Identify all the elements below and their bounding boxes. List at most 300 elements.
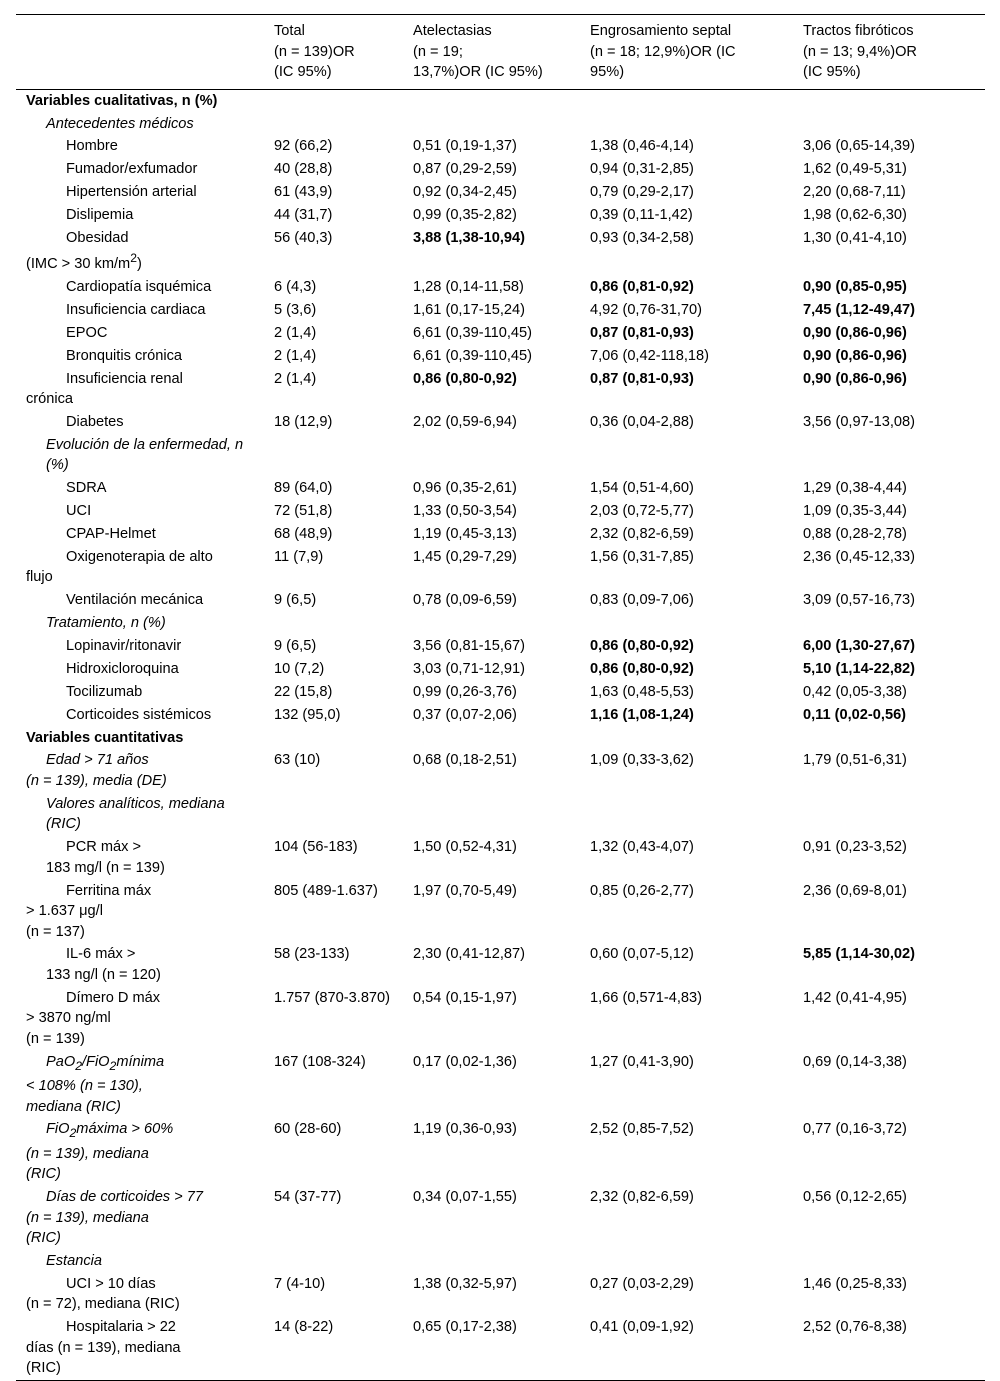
cell-total <box>266 612 405 635</box>
cell-engrosamiento: 0,39 (0,11-1,42) <box>590 207 693 224</box>
row-label-line3: (n = 139) <box>26 1030 85 1047</box>
row-label <box>16 411 266 434</box>
row-label-text: Hipertensión arterial <box>66 184 197 201</box>
cell-tractos: 1,42 (0,41-4,95) <box>803 989 907 1006</box>
cell-total: 9 (6,5) <box>274 592 317 609</box>
header-tractos-line1: Tractos fibróticos <box>803 23 914 39</box>
header-atelectasias-line3: 13,7%)OR (IC 95%) <box>413 64 543 80</box>
row-label-text: Antecedentes médicos <box>46 115 194 132</box>
row-label-text: Dislipemia <box>66 207 134 224</box>
cell-atelectasias: 0,65 (0,17-2,38) <box>413 1319 517 1336</box>
row-label-text: Dímero D máx <box>66 989 161 1006</box>
cell-total <box>266 793 405 836</box>
cell-total: 60 (28-60) <box>274 1121 342 1138</box>
cell-atelectasias: 0,96 (0,35-2,61) <box>413 480 517 497</box>
cell-engrosamiento: 0,27 (0,03-2,29) <box>590 1275 694 1292</box>
row-label-text: PCR máx > <box>66 839 142 856</box>
cell-total <box>266 1250 405 1273</box>
table-row <box>16 411 985 434</box>
table-row <box>16 987 985 1051</box>
cell-atelectasias: 1,19 (0,45-3,13) <box>413 526 517 543</box>
cell-total: 92 (66,2) <box>274 138 333 155</box>
row-label-text: Obesidad <box>66 229 129 246</box>
row-label-text: Diabetes <box>66 414 124 431</box>
row-label-line3: (n = 137) <box>26 923 85 940</box>
cell-atelectasias: 0,87 (0,29-2,59) <box>413 161 517 178</box>
header-engrosamiento-line2: (n = 18; 12,9%)OR (IC <box>590 43 736 60</box>
cell-atelectasias: 3,03 (0,71-12,91) <box>413 660 525 677</box>
cell-atelectasias: 0,78 (0,09-6,59) <box>413 592 517 609</box>
cell-atelectasias: 3,88 (1,38-10,94) <box>413 229 525 246</box>
row-label-text: Cardiopatía isquémica <box>66 279 212 296</box>
cell-atelectasias: 1,61 (0,17-15,24) <box>413 302 525 319</box>
row-label-part: mínima <box>116 1053 165 1070</box>
row-label <box>16 612 266 635</box>
row-label-text: Oxigenoterapia de alto <box>66 548 213 565</box>
cell-total: 68 (48,9) <box>274 526 333 543</box>
row-label-line2-end: ) <box>136 256 142 273</box>
cell-tractos: 0,90 (0,85-0,95) <box>803 279 907 296</box>
cell-tractos: 0,42 (0,05-3,38) <box>803 683 907 700</box>
cell-engrosamiento: 1,09 (0,33-3,62) <box>590 752 694 769</box>
row-label-text: Días de corticoides > 77 <box>46 1189 203 1206</box>
row-label <box>16 1273 266 1316</box>
cell-tractos: 2,36 (0,45-12,33) <box>803 548 915 565</box>
cell-tractos: 0,90 (0,86-0,96) <box>803 324 907 341</box>
cell-atelectasias: 0,92 (0,34-2,45) <box>413 184 517 201</box>
row-label-text: Insuficiencia renal <box>66 370 183 387</box>
cell-engrosamiento: 0,85 (0,26-2,77) <box>590 882 694 899</box>
cell-atelectasias <box>405 1250 582 1273</box>
row-label-text: Hospitalaria > 22 <box>66 1319 176 1336</box>
header-tractos-line3: (IC 95%) <box>803 64 861 80</box>
cell-engrosamiento: 0,86 (0,80-0,92) <box>590 660 694 677</box>
row-label <box>16 276 266 299</box>
results-table <box>16 14 985 1381</box>
cell-tractos: 1,62 (0,49-5,31) <box>803 161 907 178</box>
cell-atelectasias <box>405 793 582 836</box>
header-blank <box>16 15 266 90</box>
row-label-text: Fumador/exfumador <box>66 161 198 178</box>
cell-total: 89 (64,0) <box>274 480 333 497</box>
header-atelectasias-line2: (n = 19; <box>413 43 463 60</box>
cell-tractos: 0,91 (0,23-3,52) <box>803 839 907 856</box>
cell-tractos <box>795 612 985 635</box>
cell-total: 54 (37-77) <box>274 1189 342 1206</box>
cell-tractos: 0,90 (0,86-0,96) <box>803 347 907 364</box>
cell-engrosamiento <box>582 112 795 135</box>
row-label <box>16 500 266 523</box>
cell-total: 63 (10) <box>274 752 321 769</box>
cell-engrosamiento: 7,06 (0,42-118,18) <box>590 347 709 364</box>
cell-atelectasias: 0,51 (0,19-1,37) <box>413 138 517 155</box>
cell-atelectasias: 0,54 (0,15-1,97) <box>413 989 517 1006</box>
cell-tractos: 0,77 (0,16-3,72) <box>803 1121 907 1138</box>
row-label-text: Variables cualitativas, n (%) <box>26 92 218 109</box>
table-row <box>16 681 985 704</box>
cell-atelectasias: 0,86 (0,80-0,92) <box>413 370 517 387</box>
header-engrosamiento-line1: Engrosamiento septal <box>590 23 732 39</box>
row-label <box>16 943 266 986</box>
table-row <box>16 1186 985 1250</box>
cell-tractos: 3,09 (0,57-16,73) <box>803 592 915 609</box>
cell-total: 11 (7,9) <box>274 548 324 565</box>
table-row <box>16 89 985 112</box>
row-label <box>16 726 266 749</box>
row-label-text: Hombre <box>66 138 118 155</box>
cell-engrosamiento: 2,32 (0,82-6,59) <box>590 526 694 543</box>
cell-total <box>266 434 405 477</box>
subscript: 2 <box>109 1058 117 1073</box>
cell-engrosamiento: 0,86 (0,81-0,92) <box>590 279 694 296</box>
cell-tractos: 1,09 (0,35-3,44) <box>803 503 907 520</box>
cell-tractos: 3,56 (0,97-13,08) <box>803 414 915 431</box>
cell-atelectasias: 0,99 (0,26-3,76) <box>413 683 517 700</box>
cell-atelectasias: 1,33 (0,50-3,54) <box>413 503 517 520</box>
cell-atelectasias: 6,61 (0,39-110,45) <box>413 347 532 364</box>
row-label <box>16 1250 266 1273</box>
cell-total: 56 (40,3) <box>274 229 333 246</box>
cell-tractos: 1,46 (0,25-8,33) <box>803 1275 907 1292</box>
cell-tractos: 2,20 (0,68-7,11) <box>803 184 906 201</box>
cell-tractos: 1,29 (0,38-4,44) <box>803 480 907 497</box>
cell-atelectasias: 6,61 (0,39-110,45) <box>413 324 532 341</box>
cell-total: 2 (1,4) <box>274 324 317 341</box>
row-label <box>16 749 266 792</box>
cell-atelectasias: 0,99 (0,35-2,82) <box>413 207 517 224</box>
table-row <box>16 1316 985 1380</box>
row-label-line2: 133 ng/l (n = 120) <box>46 966 161 983</box>
cell-engrosamiento: 1,66 (0,571-4,83) <box>590 989 702 1006</box>
header-tractos <box>795 15 985 90</box>
row-label-text: Estancia <box>46 1253 102 1270</box>
row-label-text: Bronquitis crónica <box>66 347 182 364</box>
row-label-text: Tocilizumab <box>66 683 143 700</box>
cell-total: 44 (31,7) <box>274 207 333 224</box>
table-row <box>16 879 985 943</box>
cell-total: 72 (51,8) <box>274 503 333 520</box>
cell-tractos: 7,45 (1,12-49,47) <box>803 302 915 319</box>
cell-tractos: 0,69 (0,14-3,38) <box>803 1053 907 1070</box>
row-label <box>16 703 266 726</box>
row-label <box>16 793 266 836</box>
cell-tractos <box>795 112 985 135</box>
header-total-line2: (n = 139)OR <box>274 43 355 60</box>
table-row <box>16 434 985 477</box>
cell-atelectasias: 1,45 (0,29-7,29) <box>413 548 517 565</box>
row-label-line2: 183 mg/l (n = 139) <box>46 859 165 876</box>
cell-total: 7 (4-10) <box>274 1275 326 1292</box>
table-row <box>16 299 985 322</box>
header-atelectasias <box>405 15 582 90</box>
cell-total: 18 (12,9) <box>274 414 333 431</box>
row-label-line2: < 108% (n = 130), <box>26 1078 143 1095</box>
row-label-text <box>46 1121 174 1141</box>
row-label-line2: flujo <box>26 569 53 586</box>
cell-atelectasias: 2,30 (0,41-12,87) <box>413 946 525 963</box>
row-label-part: máxima > 60% <box>76 1121 174 1138</box>
cell-tractos <box>795 726 985 749</box>
row-label <box>16 1186 266 1250</box>
cell-engrosamiento <box>582 89 795 112</box>
row-label <box>16 523 266 546</box>
cell-total: 5 (3,6) <box>274 302 317 319</box>
row-label-line3: (RIC) <box>26 1166 61 1183</box>
cell-total: 104 (56-183) <box>274 839 358 856</box>
row-label <box>16 345 266 368</box>
cell-atelectasias <box>405 89 582 112</box>
row-label <box>16 1050 266 1118</box>
cell-tractos: 0,90 (0,86-0,96) <box>803 370 907 387</box>
row-label <box>16 299 266 322</box>
row-label <box>16 836 266 879</box>
row-label <box>16 181 266 204</box>
row-label-text: Insuficiencia cardiaca <box>66 302 206 319</box>
row-label <box>16 635 266 658</box>
row-label <box>16 158 266 181</box>
table-row <box>16 158 985 181</box>
row-label-line2: > 3870 ng/ml <box>26 1010 111 1027</box>
cell-tractos: 0,88 (0,28-2,78) <box>803 526 907 543</box>
row-label <box>16 477 266 500</box>
header-engrosamiento-line3: 95%) <box>590 64 625 80</box>
cell-engrosamiento: 0,87 (0,81-0,93) <box>590 370 694 387</box>
table-row <box>16 1250 985 1273</box>
row-label-line2: crónica <box>26 391 74 408</box>
cell-atelectasias: 0,17 (0,02-1,36) <box>413 1053 517 1070</box>
row-label-line2-text: (IMC > 30 km/m <box>26 256 131 273</box>
cell-total: 167 (108-324) <box>274 1053 366 1070</box>
row-label-line2 <box>26 248 258 274</box>
table-row <box>16 181 985 204</box>
cell-engrosamiento <box>582 1250 795 1273</box>
cell-engrosamiento: 1,27 (0,41-3,90) <box>590 1053 694 1070</box>
cell-engrosamiento <box>582 726 795 749</box>
cell-atelectasias: 3,56 (0,81-15,67) <box>413 638 525 655</box>
cell-engrosamiento: 0,60 (0,07-5,12) <box>590 946 694 963</box>
cell-tractos: 5,10 (1,14-22,82) <box>803 660 915 677</box>
row-label-text: Hidroxicloroquina <box>66 660 179 677</box>
cell-atelectasias <box>405 434 582 477</box>
cell-total <box>266 112 405 135</box>
row-label-text: Valores analíticos, mediana (RIC) <box>46 795 225 833</box>
superscript: 2 <box>130 251 137 266</box>
row-label-line3: (RIC) <box>26 1360 61 1377</box>
row-label <box>16 204 266 227</box>
table-row <box>16 793 985 836</box>
cell-engrosamiento: 2,03 (0,72-5,77) <box>590 503 694 520</box>
cell-total: 22 (15,8) <box>274 683 333 700</box>
cell-atelectasias <box>405 612 582 635</box>
row-label-text: CPAP-Helmet <box>66 526 156 543</box>
row-label-part: /FiO <box>81 1053 110 1070</box>
table-row <box>16 500 985 523</box>
cell-total: 2 (1,4) <box>274 347 317 364</box>
cell-engrosamiento: 0,93 (0,34-2,58) <box>590 229 694 246</box>
row-label <box>16 987 266 1051</box>
table-row <box>16 658 985 681</box>
cell-engrosamiento: 0,86 (0,80-0,92) <box>590 638 694 655</box>
row-label-text: Lopinavir/ritonavir <box>66 638 182 655</box>
cell-engrosamiento: 0,41 (0,09-1,92) <box>590 1319 694 1336</box>
table-row <box>16 523 985 546</box>
cell-engrosamiento: 1,63 (0,48-5,53) <box>590 683 694 700</box>
cell-atelectasias: 1,38 (0,32-5,97) <box>413 1275 517 1292</box>
cell-engrosamiento <box>582 793 795 836</box>
row-label <box>16 434 266 477</box>
cell-engrosamiento: 2,52 (0,85-7,52) <box>590 1121 694 1138</box>
header-total <box>266 15 405 90</box>
table-row <box>16 367 985 410</box>
subscript: 2 <box>75 1058 82 1073</box>
cell-total <box>266 89 405 112</box>
table-row <box>16 1273 985 1316</box>
table-body <box>16 89 985 1381</box>
cell-engrosamiento: 1,56 (0,31-7,85) <box>590 548 694 565</box>
row-label <box>16 1118 266 1186</box>
row-label <box>16 1316 266 1380</box>
table-row <box>16 477 985 500</box>
table-row <box>16 227 985 276</box>
cell-tractos: 5,85 (1,14-30,02) <box>803 946 915 963</box>
row-label-text: Evolución de la enfermedad, n (%) <box>46 436 244 474</box>
table-row <box>16 943 985 986</box>
table-row <box>16 1050 985 1118</box>
table-row <box>16 546 985 589</box>
header-atelectasias-line1: Atelectasias <box>413 23 492 39</box>
table-row <box>16 112 985 135</box>
cell-atelectasias: 0,34 (0,07-1,55) <box>413 1189 517 1206</box>
row-label-line2: > 1.637 μg/l <box>26 903 103 920</box>
row-label-line2: días (n = 139), mediana <box>26 1339 181 1356</box>
row-label-text: Ferritina máx <box>66 882 152 899</box>
cell-total: 61 (43,9) <box>274 184 333 201</box>
header-total-line3: (IC 95%) <box>274 64 332 80</box>
row-label-text <box>46 1053 165 1073</box>
cell-total: 40 (28,8) <box>274 161 333 178</box>
table-row <box>16 703 985 726</box>
cell-tractos <box>795 793 985 836</box>
cell-tractos: 1,79 (0,51-6,31) <box>803 752 907 769</box>
row-label-line3: (RIC) <box>26 1230 61 1247</box>
row-label-text: Tratamiento, n (%) <box>46 615 166 632</box>
cell-engrosamiento: 0,36 (0,04-2,88) <box>590 414 694 431</box>
table-row <box>16 836 985 879</box>
row-label-text: IL-6 máx > <box>66 946 136 963</box>
row-label-line2: (n = 139), media (DE) <box>26 772 167 789</box>
cell-tractos: 1,30 (0,41-4,10) <box>803 229 907 246</box>
header-tractos-line2: (n = 13; 9,4%)OR <box>803 43 917 60</box>
cell-total: 805 (489-1.637) <box>274 882 378 899</box>
subscript: 2 <box>69 1126 77 1141</box>
row-label <box>16 879 266 943</box>
cell-tractos: 6,00 (1,30-27,67) <box>803 638 915 655</box>
row-label <box>16 227 266 276</box>
cell-tractos: 1,98 (0,62-6,30) <box>803 207 907 224</box>
table-header-row <box>16 15 985 90</box>
cell-tractos: 2,36 (0,69-8,01) <box>803 882 907 899</box>
cell-atelectasias: 0,37 (0,07-2,06) <box>413 706 517 723</box>
cell-engrosamiento <box>582 612 795 635</box>
row-label-line2: (n = 72), mediana (RIC) <box>26 1296 180 1313</box>
row-label-text: Ventilación mecánica <box>66 592 204 609</box>
header-engrosamiento <box>582 15 795 90</box>
cell-engrosamiento: 0,79 (0,29-2,17) <box>590 184 694 201</box>
table-row <box>16 322 985 345</box>
cell-atelectasias: 1,97 (0,70-5,49) <box>413 882 517 899</box>
row-label-line3: mediana (RIC) <box>26 1098 121 1115</box>
row-label-line2: (n = 139), mediana <box>26 1209 149 1226</box>
row-label <box>16 546 266 589</box>
cell-tractos <box>795 89 985 112</box>
row-label <box>16 367 266 410</box>
row-label-text: UCI > 10 días <box>66 1275 156 1292</box>
cell-tractos: 2,52 (0,76-8,38) <box>803 1319 907 1336</box>
row-label <box>16 112 266 135</box>
row-label <box>16 89 266 112</box>
cell-engrosamiento: 1,38 (0,46-4,14) <box>590 138 694 155</box>
table-row <box>16 1118 985 1186</box>
row-label-part: PaO <box>46 1053 76 1070</box>
table-row <box>16 635 985 658</box>
cell-atelectasias: 1,50 (0,52-4,31) <box>413 839 517 856</box>
cell-engrosamiento: 2,32 (0,82-6,59) <box>590 1189 694 1206</box>
row-label-text: Corticoides sistémicos <box>66 706 212 723</box>
cell-total: 9 (6,5) <box>274 638 317 655</box>
table-row <box>16 589 985 612</box>
cell-total: 2 (1,4) <box>274 370 317 387</box>
cell-atelectasias: 0,68 (0,18-2,51) <box>413 752 517 769</box>
row-label-text: EPOC <box>66 324 108 341</box>
table-row <box>16 204 985 227</box>
cell-tractos: 0,11 (0,02-0,56) <box>803 706 907 723</box>
row-label-text: SDRA <box>66 480 107 497</box>
cell-tractos <box>795 1250 985 1273</box>
cell-atelectasias <box>405 726 582 749</box>
row-label <box>16 589 266 612</box>
row-label-text: Variables cuantitativas <box>26 729 184 746</box>
cell-engrosamiento: 0,83 (0,09-7,06) <box>590 592 694 609</box>
row-label <box>16 322 266 345</box>
cell-total: 132 (95,0) <box>274 706 341 723</box>
row-label <box>16 658 266 681</box>
table-row <box>16 726 985 749</box>
header-total-line1: Total <box>274 23 305 39</box>
row-label-line2: (n = 139), mediana <box>26 1145 149 1162</box>
cell-atelectasias <box>405 112 582 135</box>
table-row <box>16 135 985 158</box>
cell-engrosamiento: 1,16 (1,08-1,24) <box>590 706 694 723</box>
row-label <box>16 135 266 158</box>
cell-engrosamiento <box>582 434 795 477</box>
cell-atelectasias: 1,19 (0,36-0,93) <box>413 1121 517 1138</box>
cell-total: 6 (4,3) <box>274 279 317 296</box>
row-label <box>16 681 266 704</box>
cell-engrosamiento: 4,92 (0,76-31,70) <box>590 302 702 319</box>
table-row <box>16 749 985 792</box>
cell-atelectasias: 2,02 (0,59-6,94) <box>413 414 517 431</box>
cell-total: 14 (8-22) <box>274 1319 334 1336</box>
cell-tractos <box>795 434 985 477</box>
cell-total: 1.757 (870-3.870) <box>274 989 391 1006</box>
cell-engrosamiento: 1,54 (0,51-4,60) <box>590 480 694 497</box>
cell-engrosamiento: 0,87 (0,81-0,93) <box>590 324 694 341</box>
cell-total: 58 (23-133) <box>274 946 350 963</box>
cell-total: 10 (7,2) <box>274 660 325 677</box>
table-row <box>16 345 985 368</box>
cell-engrosamiento: 1,32 (0,43-4,07) <box>590 839 694 856</box>
cell-engrosamiento: 0,94 (0,31-2,85) <box>590 161 694 178</box>
